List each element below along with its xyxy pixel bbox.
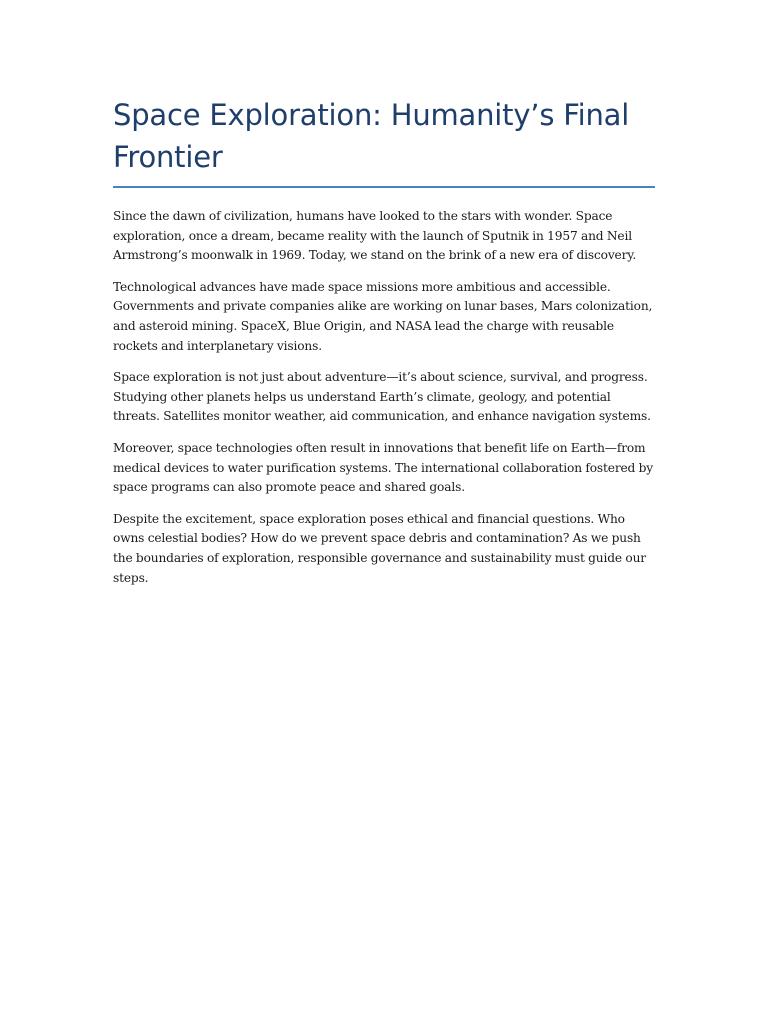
paragraph-3: Space exploration is not just about adventure—it’s about science, survival, and progress. Studying other planets helps us understand Earth’s climate, geology, and potential threats. Satellites monitor weather, aid communication, and enhance navigation systems. [113,370,651,424]
paragraph-1: Since the dawn of civilization, humans have looked to the stars with wonder. Space exploration, once a dream, became reality with the launch of Sputnik in 1957 and Neil Armstrong’s moonwalk in 1969. Today, we stand on the brink of a new era of discovery. [113,209,637,263]
paragraph-4: Moreover, space technologies often result in innovations that benefit life on Earth—from medical devices to water purification systems. The international collaboration fostered by space programs can also promote peace and shared goals. [113,440,654,495]
document-body [113,207,655,588]
paragraph-5: Despite the excitement, space exploration poses ethical and financial questions. Who owns celestial bodies? How do we prevent space debris and contamination? As we push the boundaries of exploration, responsible governance and sustainability must guide our steps. [113,511,646,585]
document-title: Space Exploration: Humanity’s Final Frontier [113,92,655,188]
paragraph-2: Technological advances have made space missions more ambitious and accessible. Governments and private companies alike are working on lunar bases, Mars colonization, and asteroid mining. SpaceX, Blue Origin, and NASA lead the charge with reusable rockets and interplanetary visions. [113,279,653,353]
document-page [113,92,655,600]
